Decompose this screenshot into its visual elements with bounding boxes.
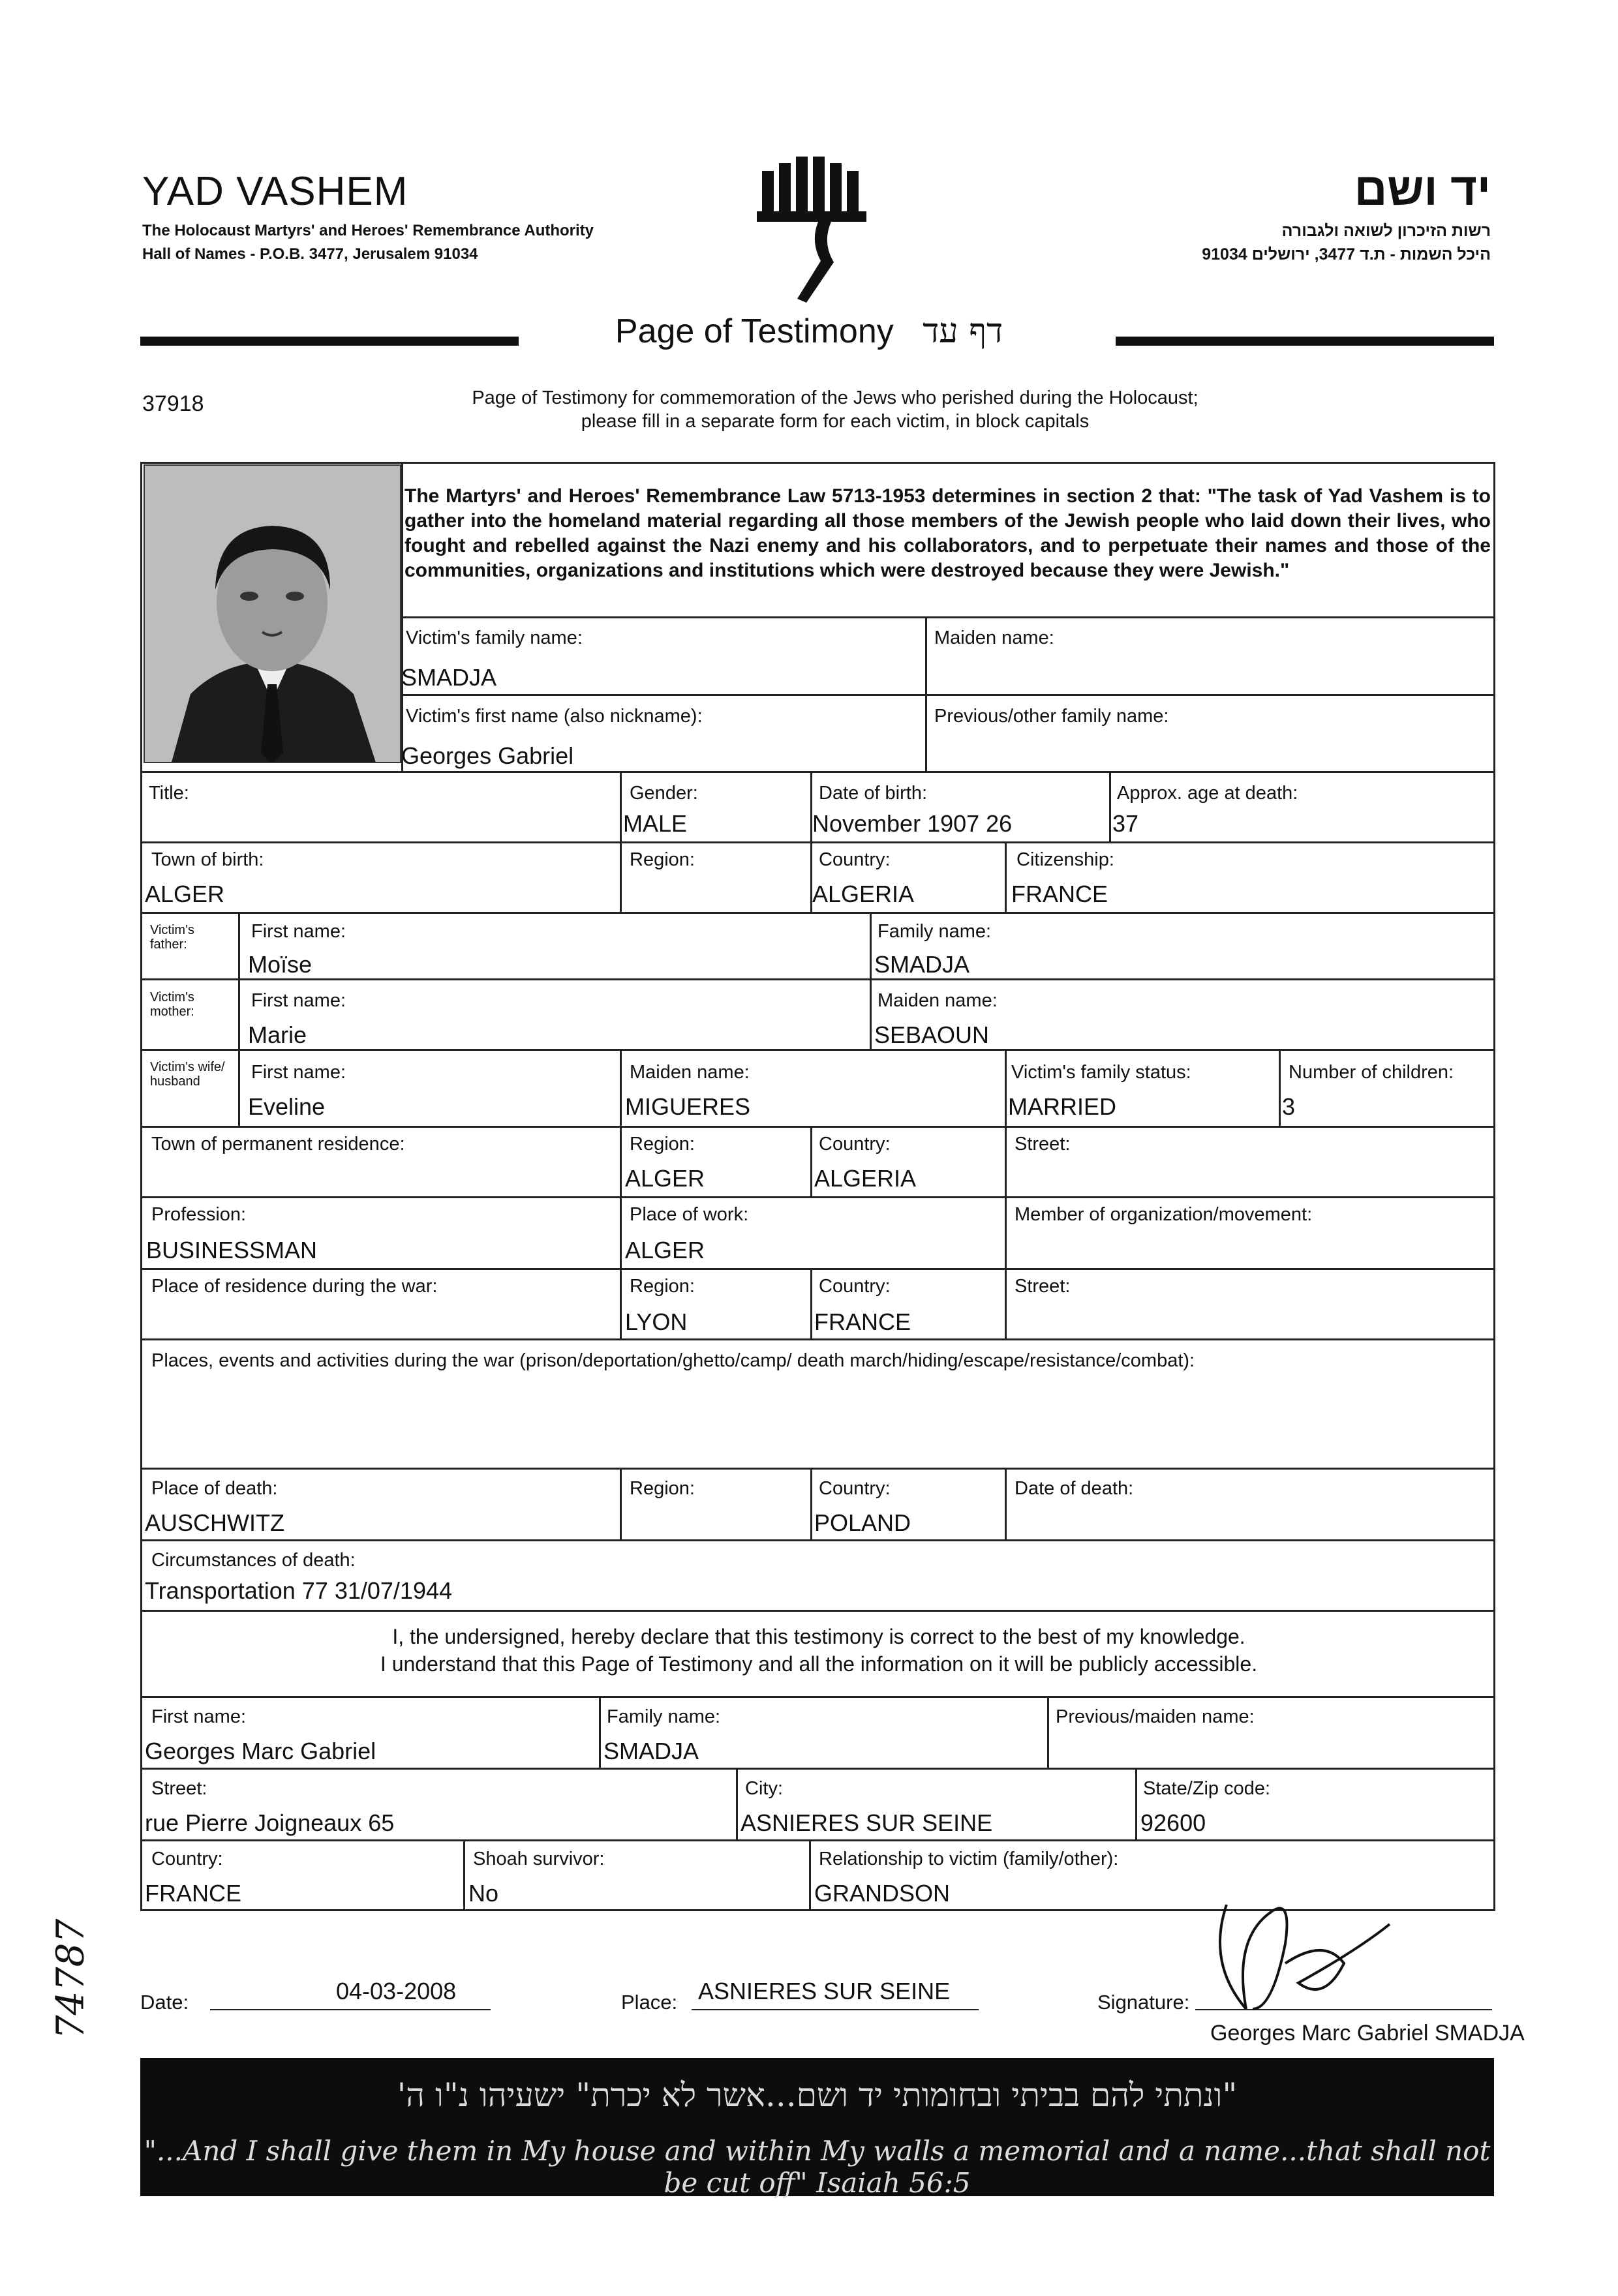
rule: [140, 1610, 1495, 1612]
relationship-label: Relationship to victim (family/other):: [819, 1849, 1119, 1869]
mother-row-label: Victim's mother:: [150, 990, 194, 1019]
profession-label: Profession:: [151, 1204, 247, 1225]
org-name-english: YAD VASHEM: [142, 169, 408, 214]
rule: [140, 1196, 1495, 1198]
banner-hebrew: "ונתתי להם בביתי ובחומותי יד ושם...אשר לא יכרת" ישעיהו נ"ו ה': [397, 2076, 1238, 2114]
place-label: Place:: [621, 1991, 678, 2014]
spouse-maiden-label: Maiden name:: [630, 1062, 750, 1083]
rule: [140, 1338, 1495, 1340]
rule: [140, 1468, 1495, 1470]
father-first-name: Moïse: [248, 951, 313, 978]
war-events-label: Places, events and activities during the war (prison/deportation/ghetto/camp/ death march/hiding/escape/resistance/combat):: [151, 1350, 1195, 1371]
rule: [1005, 841, 1007, 912]
residence-country-label: Country:: [819, 1134, 891, 1155]
submitter-family-label: Family name:: [607, 1706, 721, 1727]
relationship-value: GRANDSON: [814, 1880, 951, 1907]
rule: [1279, 1049, 1281, 1126]
rule: [620, 771, 622, 841]
war-region: LYON: [625, 1308, 688, 1335]
rule: [1047, 1696, 1049, 1768]
rule: [401, 694, 1495, 696]
spouse-first-label: First name:: [251, 1062, 346, 1083]
profession: BUSINESSMAN: [146, 1237, 318, 1263]
page-title-english: Page of Testimony: [615, 312, 894, 350]
family-status: MARRIED: [1008, 1093, 1117, 1120]
title-label: Title:: [149, 783, 189, 804]
death-date-label: Date of death:: [1015, 1478, 1134, 1499]
maiden-name-label: Maiden name:: [934, 627, 1054, 648]
survivor-value: No: [468, 1880, 499, 1907]
children-count: 3: [1282, 1093, 1296, 1120]
victim-family-name-label: Victim's family name:: [406, 627, 583, 648]
gender-value: MALE: [623, 810, 688, 837]
submitter-country-label: Country:: [151, 1849, 223, 1869]
death-circumstances: Transportation 77 31/07/1944: [145, 1577, 453, 1604]
citizenship-label: Citizenship:: [1016, 849, 1114, 870]
war-street-label: Street:: [1015, 1276, 1071, 1297]
rule: [1135, 1768, 1137, 1839]
country-of-birth: ALGERIA: [812, 881, 915, 907]
address-hebrew: היכל השמות - ת.ד 3477, ירושלים 91034: [1202, 245, 1491, 264]
war-region-label: Region:: [630, 1276, 695, 1297]
victim-first-name-label: Victim's first name (also nickname):: [406, 706, 703, 727]
declaration-line-1: I, the undersigned, hereby declare that this testimony is correct to the best of my knowledge.: [392, 1625, 1245, 1648]
victim-first-name: Georges Gabriel: [401, 742, 574, 769]
death-place-label: Place of death:: [151, 1478, 278, 1499]
death-country-label: Country:: [819, 1478, 891, 1499]
authority-english: The Holocaust Martyrs' and Heroes' Remembrance Authority: [142, 222, 594, 239]
family-status-label: Victim's family status:: [1011, 1062, 1191, 1083]
yad-vashem-logo: [750, 151, 874, 308]
residence-region: ALGER: [625, 1165, 705, 1192]
rule: [140, 841, 1495, 843]
rule: [140, 912, 1495, 914]
victim-family-name: SMADJA: [401, 664, 497, 691]
signature-name: Georges Marc Gabriel SMADJA: [1210, 2021, 1525, 2046]
gender-label: Gender:: [630, 783, 698, 804]
previous-name-label: Previous/other family name:: [934, 706, 1169, 727]
rule: [620, 1049, 622, 1126]
dob-value: November 1907 26: [812, 810, 1013, 837]
date-value: 04-03-2008: [336, 1978, 457, 2004]
rule: [140, 1696, 1495, 1698]
rule: [401, 616, 1495, 618]
children-label: Number of children:: [1289, 1062, 1454, 1083]
death-place: AUSCHWITZ: [145, 1509, 284, 1536]
war-country: FRANCE: [814, 1308, 911, 1335]
rule: [810, 1268, 812, 1338]
death-region-label: Region:: [630, 1478, 695, 1499]
submitter-city-label: City:: [745, 1778, 783, 1799]
residence-street-label: Street:: [1015, 1134, 1071, 1155]
submitter-family-name: SMADJA: [603, 1738, 699, 1764]
rule: [599, 1696, 601, 1768]
date-label: Date:: [140, 1991, 189, 2014]
victim-photo: [144, 464, 401, 763]
workplace: ALGER: [625, 1237, 705, 1263]
spouse-maiden-name: MIGUERES: [625, 1093, 751, 1120]
town-of-birth-label: Town of birth:: [151, 849, 264, 870]
footer-banner: [140, 2058, 1494, 2199]
margin-note-text: 74787: [48, 1918, 93, 2040]
rule: [620, 1126, 622, 1338]
rule: [463, 1839, 465, 1911]
rule: [870, 912, 872, 1049]
rule: [1109, 771, 1111, 841]
residence-country: ALGERIA: [814, 1165, 917, 1192]
mother-maiden-name: SEBAOUN: [874, 1021, 990, 1048]
date-line: [210, 2009, 491, 2010]
rule: [1005, 1049, 1007, 1126]
intro-line-1: Page of Testimony for commemoration of the Jews who perished during the Holocaust;: [472, 387, 1198, 408]
war-country-label: Country:: [819, 1276, 891, 1297]
portrait-image: [145, 466, 401, 763]
war-residence-label: Place of residence during the war:: [151, 1276, 438, 1297]
father-row-label: Victim's father:: [150, 923, 194, 952]
rule: [140, 1049, 1495, 1051]
rule: [140, 1768, 1495, 1770]
rule: [736, 1768, 738, 1839]
margin-note: [26, 1911, 124, 2040]
death-circumstances-label: Circumstances of death:: [151, 1550, 356, 1571]
signature-label: Signature:: [1097, 1991, 1190, 2014]
rule: [238, 912, 240, 1126]
spouse-first-name: Eveline: [248, 1093, 326, 1120]
residence-region-label: Region:: [630, 1134, 695, 1155]
dob-label: Date of birth:: [819, 783, 928, 804]
region-label: Region:: [630, 849, 695, 870]
form-id: 37918: [142, 391, 204, 416]
rule: [620, 841, 622, 912]
mother-maiden-label: Maiden name:: [878, 990, 998, 1011]
submitter-zip: 92600: [1140, 1809, 1206, 1836]
father-family-label: Family name:: [878, 921, 992, 942]
rule: [809, 1839, 811, 1911]
age-label: Approx. age at death:: [1117, 783, 1298, 804]
membership-label: Member of organization/movement:: [1015, 1204, 1313, 1225]
submitter-first-name: Georges Marc Gabriel: [145, 1738, 376, 1764]
declaration-line-2: I understand that this Page of Testimony and all the information on it will be publicly accessible.: [380, 1652, 1258, 1676]
rule: [810, 1468, 812, 1539]
rule: [140, 1839, 1495, 1841]
place-value: ASNIERES SUR SEINE: [698, 1978, 951, 2004]
workplace-label: Place of work:: [630, 1204, 749, 1225]
rule: [140, 1126, 1495, 1128]
submitter-country: FRANCE: [145, 1880, 242, 1907]
page-title-hebrew: דף עד: [923, 312, 1003, 351]
authority-hebrew: רשות הזיכרון לשואה ולגבורה: [1281, 222, 1491, 240]
father-family-name: SMADJA: [874, 951, 970, 978]
rule: [1005, 1126, 1007, 1338]
residence-town-label: Town of permanent residence:: [151, 1134, 405, 1155]
place-line: [692, 2009, 979, 2010]
mother-first-label: First name:: [251, 990, 346, 1011]
citizenship: FRANCE: [1011, 881, 1108, 907]
mother-first-name: Marie: [248, 1021, 307, 1048]
rule: [140, 771, 1495, 773]
rule: [620, 1468, 622, 1539]
org-name-hebrew: יד ושם: [1354, 164, 1491, 215]
rule: [810, 1126, 812, 1196]
rule: [140, 1539, 1495, 1541]
rule: [140, 1268, 1495, 1270]
town-of-birth: ALGER: [145, 881, 225, 907]
survivor-label: Shoah survivor:: [473, 1849, 605, 1869]
rule: [140, 978, 1495, 980]
banner-english: "...And I shall give them in My house and within My walls a memorial and a name...that shall not be cut off" Isaiah 56:5: [144, 2135, 1491, 2199]
rule: [1005, 1468, 1007, 1539]
submitter-city: ASNIERES SUR SEINE: [740, 1809, 993, 1836]
country-label: Country:: [819, 849, 891, 870]
address-english: Hall of Names - P.O.B. 3477, Jerusalem 91034: [142, 245, 478, 263]
intro-line-2: please fill in a separate form for each victim, in block capitals: [581, 411, 1090, 432]
age-value: 37: [1112, 810, 1139, 837]
spouse-row-label: Victim's wife/ husband: [150, 1060, 225, 1089]
submitter-first-label: First name:: [151, 1706, 247, 1727]
page-title: [0, 312, 1618, 351]
submitter-street: rue Pierre Joigneaux 65: [145, 1809, 395, 1836]
signature-scrawl: [1194, 1885, 1403, 2022]
intro-text: [365, 386, 1305, 433]
death-country: POLAND: [814, 1509, 911, 1536]
submitter-zip-label: State/Zip code:: [1143, 1778, 1271, 1799]
submitter-prev-label: Previous/maiden name:: [1056, 1706, 1255, 1727]
father-first-label: First name:: [251, 921, 346, 942]
law-text: The Martyrs' and Heroes' Remembrance Law 5713-1953 determines in section 2 that: "The task of Yad Vashem is to gather into the homeland material regarding all those members of the Jewish people who laid down their lives, who fought and rebelled against the Nazi enemy and his collaborators, and to perpetuate their names and those of the communities, organizations and institutions which were destroyed because they were Jewish.": [404, 485, 1491, 581]
declaration: [144, 1623, 1494, 1678]
submitter-street-label: Street:: [151, 1778, 207, 1799]
